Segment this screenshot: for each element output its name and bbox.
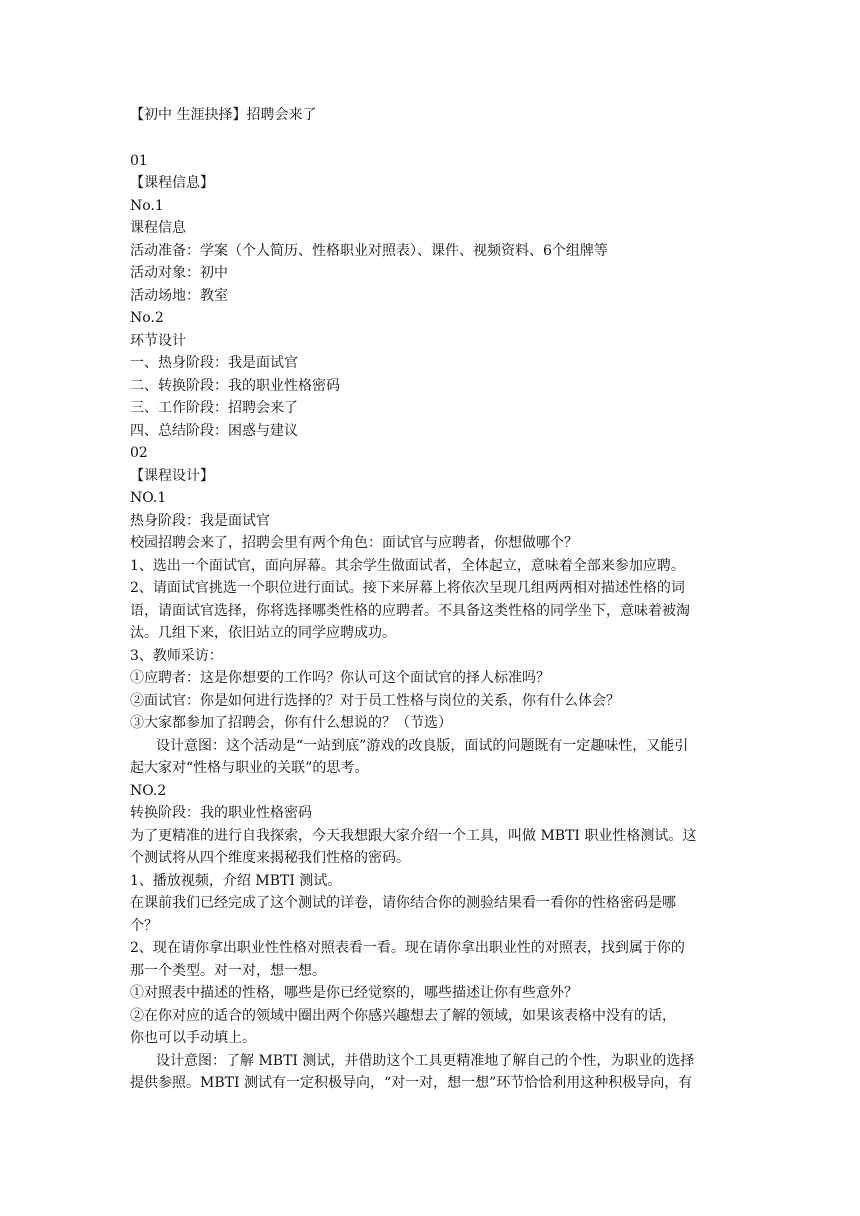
subsection-number: No.2 bbox=[130, 310, 164, 326]
design-intent-line: 设计意图：了解 MBTI 测试，并借助这个工具更精准地了解自己的个性，为职业的选择 bbox=[156, 1053, 695, 1069]
text-line: 1、选出一个面试官，面向屏幕。其余学生做面试者，全体起立，意味着全部来参加应聘。 bbox=[130, 558, 685, 574]
text-line: 2、请面试官挑选一个职位进行面试。接下来屏幕上将依次呈现几组两两相对描述性格的词 bbox=[130, 580, 685, 596]
text-line: 那一个类型。对一对，想一想。 bbox=[130, 963, 326, 979]
list-item: 一、热身阶段：我是面试官 bbox=[130, 355, 298, 371]
section-heading: 【课程信息】 bbox=[130, 175, 214, 191]
text-line: 为了更精准的进行自我探索，今天我想跟大家介绍一个工具，叫做 MBTI 职业性格测试。这 bbox=[130, 828, 697, 844]
text-line: 校园招聘会来了，招聘会里有两个角色：面试官与应聘者，你想做哪个？ bbox=[130, 535, 578, 551]
subsection-heading: 课程信息 bbox=[130, 220, 186, 236]
text-line: ①对照表中描述的性格，哪些是你已经觉察的，哪些描述让你有些意外？ bbox=[130, 985, 578, 1001]
section-number: 01 bbox=[130, 153, 148, 169]
text-line: 3、教师采访： bbox=[130, 648, 223, 664]
document-title: 【初中 生涯抉择】招聘会来了 bbox=[130, 107, 317, 123]
text-line: 汰。几组下来，依旧站立的同学应聘成功。 bbox=[130, 625, 396, 641]
text-line: 活动场地：教室 bbox=[130, 288, 228, 304]
subsection-heading: 环节设计 bbox=[130, 333, 186, 349]
text-line: 活动准备：学案（个人简历、性格职业对照表）、课件、视频资料、6个组牌等 bbox=[130, 243, 608, 259]
text-line: 提供参照。MBTI 测试有一定积极导向，“对一对，想一想”环节恰恰利用这种积极导向，有 bbox=[130, 1075, 693, 1091]
text-line: 1、播放视频，介绍 MBTI 测试。 bbox=[130, 873, 342, 889]
text-line: ①应聘者：这是你想要的工作吗？你认可这个面试官的择人标准吗？ bbox=[130, 670, 550, 686]
subsection-number: NO.1 bbox=[130, 490, 167, 506]
text-line: 活动对象：初中 bbox=[130, 265, 228, 281]
text-line: ③大家都参加了招聘会，你有什么想说的？（节选） bbox=[130, 715, 452, 731]
text-line: 2、现在请你拿出职业性性格对照表看一看。现在请你拿出职业性的对照表，找到属于你的 bbox=[130, 940, 685, 956]
section-heading: 【课程设计】 bbox=[130, 468, 214, 484]
subsection-heading: 转换阶段：我的职业性格密码 bbox=[130, 805, 312, 821]
subsection-number: No.1 bbox=[130, 198, 164, 214]
text-line: 在课前我们已经完成了这个测试的详卷，请你结合你的测验结果看一看你的性格密码是哪 bbox=[130, 895, 676, 911]
text-line: ②在你对应的适合的领域中圈出两个你感兴趣想去了解的领域，如果该表格中没有的话， bbox=[130, 1008, 676, 1024]
text-line: 你也可以手动填上。 bbox=[130, 1030, 256, 1046]
text-line: 起大家对“性格与职业的关联”的思考。 bbox=[130, 760, 369, 776]
text-line: 语，请面试官选择，你将选择哪类性格的应聘者。不具备这类性格的同学坐下，意味着被淘 bbox=[130, 603, 690, 619]
section-number: 02 bbox=[130, 445, 148, 461]
design-intent-line: 设计意图：这个活动是“一站到底”游戏的改良版，面试的问题既有一定趣味性，又能引 bbox=[156, 738, 689, 754]
text-line: 个？ bbox=[130, 918, 158, 934]
subsection-number: NO.2 bbox=[130, 783, 167, 799]
list-item: 二、转换阶段：我的职业性格密码 bbox=[130, 378, 340, 394]
text-line: 个测试将从四个维度来揭秘我们性格的密码。 bbox=[130, 850, 410, 866]
list-item: 四、总结阶段：困惑与建议 bbox=[130, 423, 298, 439]
list-item: 三、工作阶段：招聘会来了 bbox=[130, 400, 298, 416]
subsection-heading: 热身阶段：我是面试官 bbox=[130, 513, 270, 529]
text-line: ②面试官：你是如何进行选择的？对于员工性格与岗位的关系，你有什么体会？ bbox=[130, 693, 620, 709]
